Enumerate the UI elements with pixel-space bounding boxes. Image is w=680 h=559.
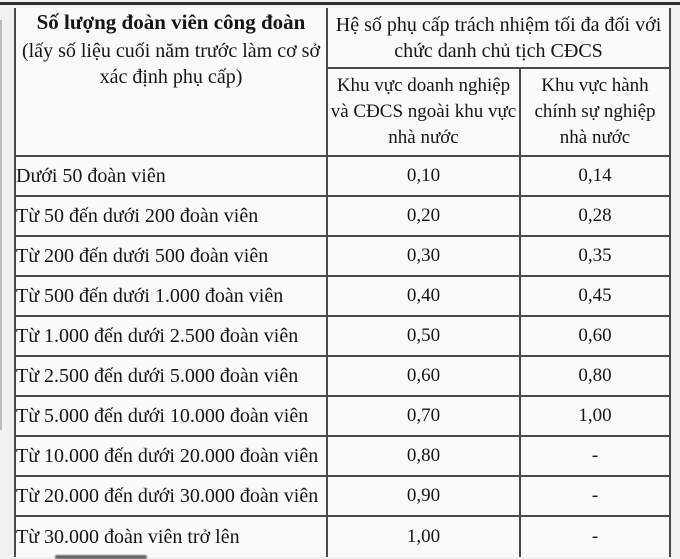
member-range-label: Từ 50 đến dưới 200 đoàn viên [15,196,327,236]
scan-edge-artifact [0,20,2,430]
coefficient-group-header: Hệ số phụ cấp trách nhiệm tối đa đối với chức danh chủ tịch CĐCS [327,8,670,68]
member-range-label: Từ 5.000 đến dưới 10.000 đoàn viên [15,396,327,436]
business-sector-value: 0,40 [327,276,520,316]
member-range-label: Từ 2.500 đến dưới 5.000 đoàn viên [15,356,327,396]
table-row [15,356,670,396]
member-range-label: Từ 30.000 đoàn viên trở lên [15,516,327,557]
table-row [15,276,670,316]
member-count-header-cell [15,8,327,156]
business-sector-value: 0,30 [327,236,520,276]
member-range-label: Từ 20.000 đến dưới 30.000 đoàn viên [15,476,327,516]
member-range-label: Từ 500 đến dưới 1.000 đoàn viên [15,276,327,316]
business-sector-value: 0,20 [327,196,520,236]
member-count-title: Số lượng đoàn viên công đoàn [36,10,306,34]
header-row-1 [15,8,670,68]
state-sector-value: 0,45 [520,276,670,316]
state-sector-value: - [520,476,670,516]
table-row [15,156,670,196]
table-row [15,396,670,436]
business-sector-value: 0,60 [327,356,520,396]
table-row [15,236,670,276]
state-sector-value: 0,35 [520,236,670,276]
state-sector-value: 1,00 [520,396,670,436]
business-sector-value: 0,70 [327,396,520,436]
state-sector-value: 0,80 [520,356,670,396]
state-sector-value: 0,14 [520,156,670,196]
state-sector-value: - [520,516,670,557]
state-sector-value: 0,28 [520,196,670,236]
table-row [15,316,670,356]
business-sector-value: 1,00 [327,516,520,557]
member-range-label: Từ 10.000 đến dưới 20.000 đoàn viên [15,436,327,476]
business-sector-value: 0,10 [327,156,520,196]
member-range-label: Từ 200 đến dưới 500 đoàn viên [15,236,327,276]
scan-bottom-border-artifact [55,555,147,559]
table-row [15,196,670,236]
member-count-subtitle: (lấy số liệu cuối năm trước làm cơ sở xác định phụ cấp) [21,40,321,88]
business-sector-header: Khu vực doanh nghiệp và CĐCS ngoài khu vực nhà nước [327,68,520,156]
business-sector-value: 0,80 [327,436,520,476]
state-sector-value: - [520,436,670,476]
state-sector-header: Khu vực hành chính sự nghiệp nhà nước [520,68,670,156]
table-row [15,436,670,476]
table-row [15,516,670,557]
business-sector-value: 0,50 [327,316,520,356]
table-row [15,476,670,516]
member-range-label: Dưới 50 đoàn viên [15,156,327,196]
union-allowance-table [14,8,671,557]
table-body [15,156,670,557]
state-sector-value: 0,60 [520,316,670,356]
business-sector-value: 0,90 [327,476,520,516]
member-range-label: Từ 1.000 đến dưới 2.500 đoàn viên [15,316,327,356]
page-top-rule [0,2,680,5]
